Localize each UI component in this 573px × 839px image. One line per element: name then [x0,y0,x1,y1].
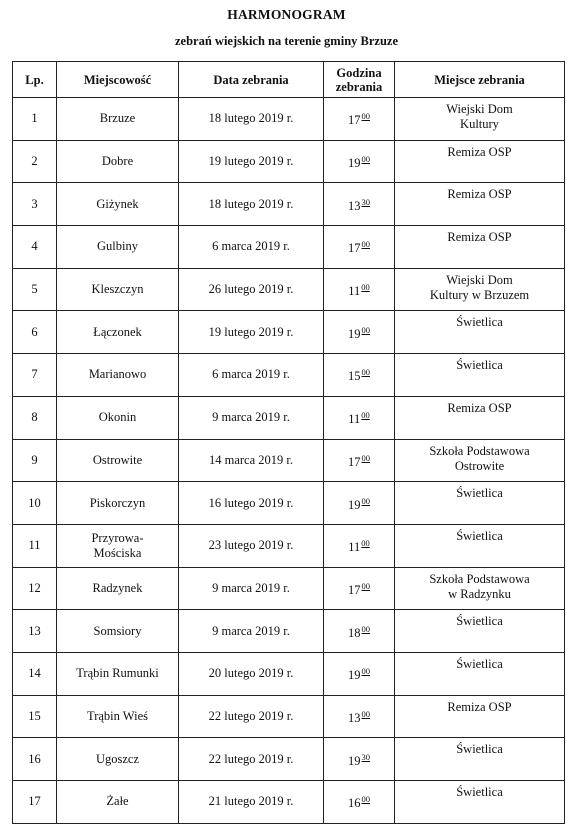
location-name-line: Trąbin Rumunki [76,666,159,681]
place-cell [395,482,565,525]
date-cell: 9 marca 2019 r. [179,567,324,610]
place-name-line: Szkoła Podstawowa [429,443,530,458]
date-cell: 19 lutego 2019 r. [179,311,324,354]
location-name-line: Brzuze [99,111,136,126]
row-number: 10 [13,482,57,525]
row-number: 15 [13,695,57,738]
place-cell [395,396,565,439]
time-cell [324,268,395,311]
time-cell [324,98,395,141]
place-name-line: w Radzynku [448,586,511,601]
place-cell [395,567,565,610]
location-name-line: Ugoszcz [95,751,140,766]
place-name-line: Wiejski Dom [446,102,513,116]
row-number: 1 [13,98,57,141]
location-cell [57,226,179,269]
location-cell [57,738,179,781]
time-cell [324,738,395,781]
time-hour: 19 [348,497,361,512]
place-cell [395,311,565,354]
date-cell: 6 marca 2019 r. [179,354,324,397]
location-cell [57,268,179,311]
time-minutes: 00 [361,623,370,634]
time-cell [324,311,395,354]
location-name-line: Okonin [98,410,137,425]
location-name-line: Gulbiny [97,239,138,254]
time-hour: 11 [348,284,361,299]
time-cell [324,610,395,653]
row-number: 8 [13,396,57,439]
row-number: 4 [13,226,57,269]
time-cell [324,524,395,567]
place-name-line: Świetlica [456,785,503,799]
place-name-line: Wiejski Dom [446,272,513,287]
time-cell [324,482,395,525]
place-name-line: Świetlica [456,528,503,543]
time-cell [324,183,395,226]
date-cell: 20 lutego 2019 r. [179,652,324,695]
time-minutes: 30 [361,751,370,762]
table-row [13,524,565,567]
location-cell [57,567,179,610]
row-number: 6 [13,311,57,354]
table-body [13,98,565,824]
time-hour: 17 [348,241,361,256]
table-row [13,140,565,183]
location-cell [57,183,179,226]
place-name-line: Świetlica [456,486,503,501]
location-cell [57,482,179,525]
row-number: 12 [13,567,57,610]
table-row [13,482,565,525]
location-cell [57,311,179,354]
time-cell [324,140,395,183]
column-header-lp: Lp. [13,62,57,98]
location-name-line: Giżynek [96,196,139,211]
date-cell: 19 lutego 2019 r. [179,140,324,183]
location-name-line: Przyrowa- [91,530,144,545]
place-name-line: Remiza OSP [447,400,512,415]
location-cell [57,354,179,397]
row-number: 16 [13,738,57,781]
time-minutes: 00 [361,666,370,677]
time-cell [324,439,395,482]
place-name-line: Świetlica [456,742,503,757]
date-cell: 16 lutego 2019 r. [179,482,324,525]
row-number: 14 [13,652,57,695]
table-row [13,226,565,269]
table-row [13,567,565,610]
place-cell [395,524,565,567]
column-header-time-line2: zebrania [335,79,383,94]
column-header-location: Miejscowość [57,62,179,98]
document-title: HARMONOGRAM [227,7,346,22]
time-hour: 13 [348,198,361,213]
time-hour: 19 [348,753,361,768]
row-number: 11 [13,524,57,567]
table-row [13,354,565,397]
row-number: 5 [13,268,57,311]
location-name-line: Żałe [106,794,129,809]
place-cell [395,781,565,824]
place-cell [395,354,565,397]
time-minutes: 00 [361,239,370,250]
location-cell [57,524,179,567]
time-hour: 17 [348,113,361,128]
date-cell: 6 marca 2019 r. [179,226,324,269]
time-cell [324,695,395,738]
time-hour: 13 [348,710,361,725]
table-row [13,695,565,738]
row-number: 3 [13,183,57,226]
location-name-line: Kleszczyn [91,282,144,297]
time-minutes: 00 [361,324,370,335]
place-cell [395,98,565,141]
time-hour: 16 [348,796,361,811]
time-minutes: 00 [361,452,370,463]
table-row [13,98,565,141]
date-cell: 23 lutego 2019 r. [179,524,324,567]
time-minutes: 00 [361,282,370,293]
table-row [13,268,565,311]
time-minutes: 00 [361,111,370,122]
time-hour: 19 [348,156,361,171]
time-minutes: 00 [361,580,370,591]
table-row [13,183,565,226]
location-name-line: Dobre [101,154,134,169]
place-name-line: Świetlica [456,358,503,373]
place-cell [395,610,565,653]
time-cell [324,652,395,695]
time-hour: 17 [348,454,361,469]
row-number: 17 [13,781,57,824]
row-number: 2 [13,140,57,183]
time-minutes: 00 [361,708,370,719]
table-header-row [13,62,565,98]
time-minutes: 00 [361,538,370,549]
location-cell [57,439,179,482]
place-name-line: Świetlica [456,656,503,671]
place-name-line: Świetlica [456,315,503,330]
time-hour: 19 [348,326,361,341]
date-cell: 21 lutego 2019 r. [179,781,324,824]
place-cell [395,652,565,695]
table-row [13,610,565,653]
location-name-line: Radzynek [92,580,143,595]
time-minutes: 30 [361,196,370,207]
time-minutes: 00 [361,794,370,805]
table-row [13,652,565,695]
table-row [13,311,565,354]
date-cell: 9 marca 2019 r. [179,396,324,439]
place-cell [395,226,565,269]
time-cell [324,354,395,397]
place-cell [395,695,565,738]
location-cell [57,140,179,183]
location-cell [57,695,179,738]
date-cell: 26 lutego 2019 r. [179,268,324,311]
row-number: 9 [13,439,57,482]
place-cell [395,268,565,311]
schedule-table [12,61,565,824]
time-hour: 11 [348,412,361,427]
table-row [13,396,565,439]
place-cell [395,140,565,183]
date-cell: 14 marca 2019 r. [179,439,324,482]
time-minutes: 00 [361,410,370,421]
column-header-time-line1: Godzina [336,65,382,80]
time-hour: 15 [348,369,361,384]
time-hour: 17 [348,582,361,597]
place-name-line: Świetlica [456,614,503,629]
location-cell [57,781,179,824]
location-name-line: Somsiory [93,623,142,638]
date-cell: 18 lutego 2019 r. [179,183,324,226]
place-name-line: Remiza OSP [447,230,512,245]
time-cell [324,226,395,269]
place-name-line: Kultury [460,117,499,131]
place-cell [395,439,565,482]
place-name-line: Kultury w Brzuzem [429,287,530,302]
column-header-place: Miejsce zebrania [395,62,565,98]
place-name-line: Remiza OSP [447,187,512,202]
time-hour: 18 [348,625,361,640]
document-subtitle: zebrań wiejskich na terenie gminy Brzuze [175,34,398,48]
time-minutes: 00 [361,154,370,165]
row-number: 7 [13,354,57,397]
place-name-line: Remiza OSP [447,699,512,714]
time-hour: 11 [348,540,361,555]
place-name-line: Remiza OSP [447,144,512,159]
location-name-line: Marianowo [88,367,147,382]
date-cell: 18 lutego 2019 r. [179,98,324,141]
location-name-line: Mościska [93,545,142,560]
location-cell [57,610,179,653]
place-cell [395,183,565,226]
time-cell [324,781,395,824]
place-name-line: Szkoła Podstawowa [429,571,530,586]
date-cell: 9 marca 2019 r. [179,610,324,653]
location-name-line: Trąbin Wieś [87,708,148,723]
time-cell [324,396,395,439]
table-row [13,781,565,824]
time-minutes: 00 [361,495,370,506]
location-name-line: Piskorczyn [89,495,146,510]
time-hour: 19 [348,668,361,683]
time-minutes: 00 [361,367,370,378]
location-cell [57,652,179,695]
table-row [13,439,565,482]
location-name-line: Ostrowite [92,452,143,467]
location-cell [57,396,179,439]
place-name-line: Ostrowite [454,458,505,473]
row-number: 13 [13,610,57,653]
date-cell: 22 lutego 2019 r. [179,695,324,738]
time-cell [324,567,395,610]
location-name-line: Łączonek [93,324,142,339]
date-cell: 22 lutego 2019 r. [179,738,324,781]
place-cell [395,738,565,781]
table-row [13,738,565,781]
column-header-date: Data zebrania [179,62,324,98]
location-cell [57,98,179,141]
column-header-time [324,62,395,98]
